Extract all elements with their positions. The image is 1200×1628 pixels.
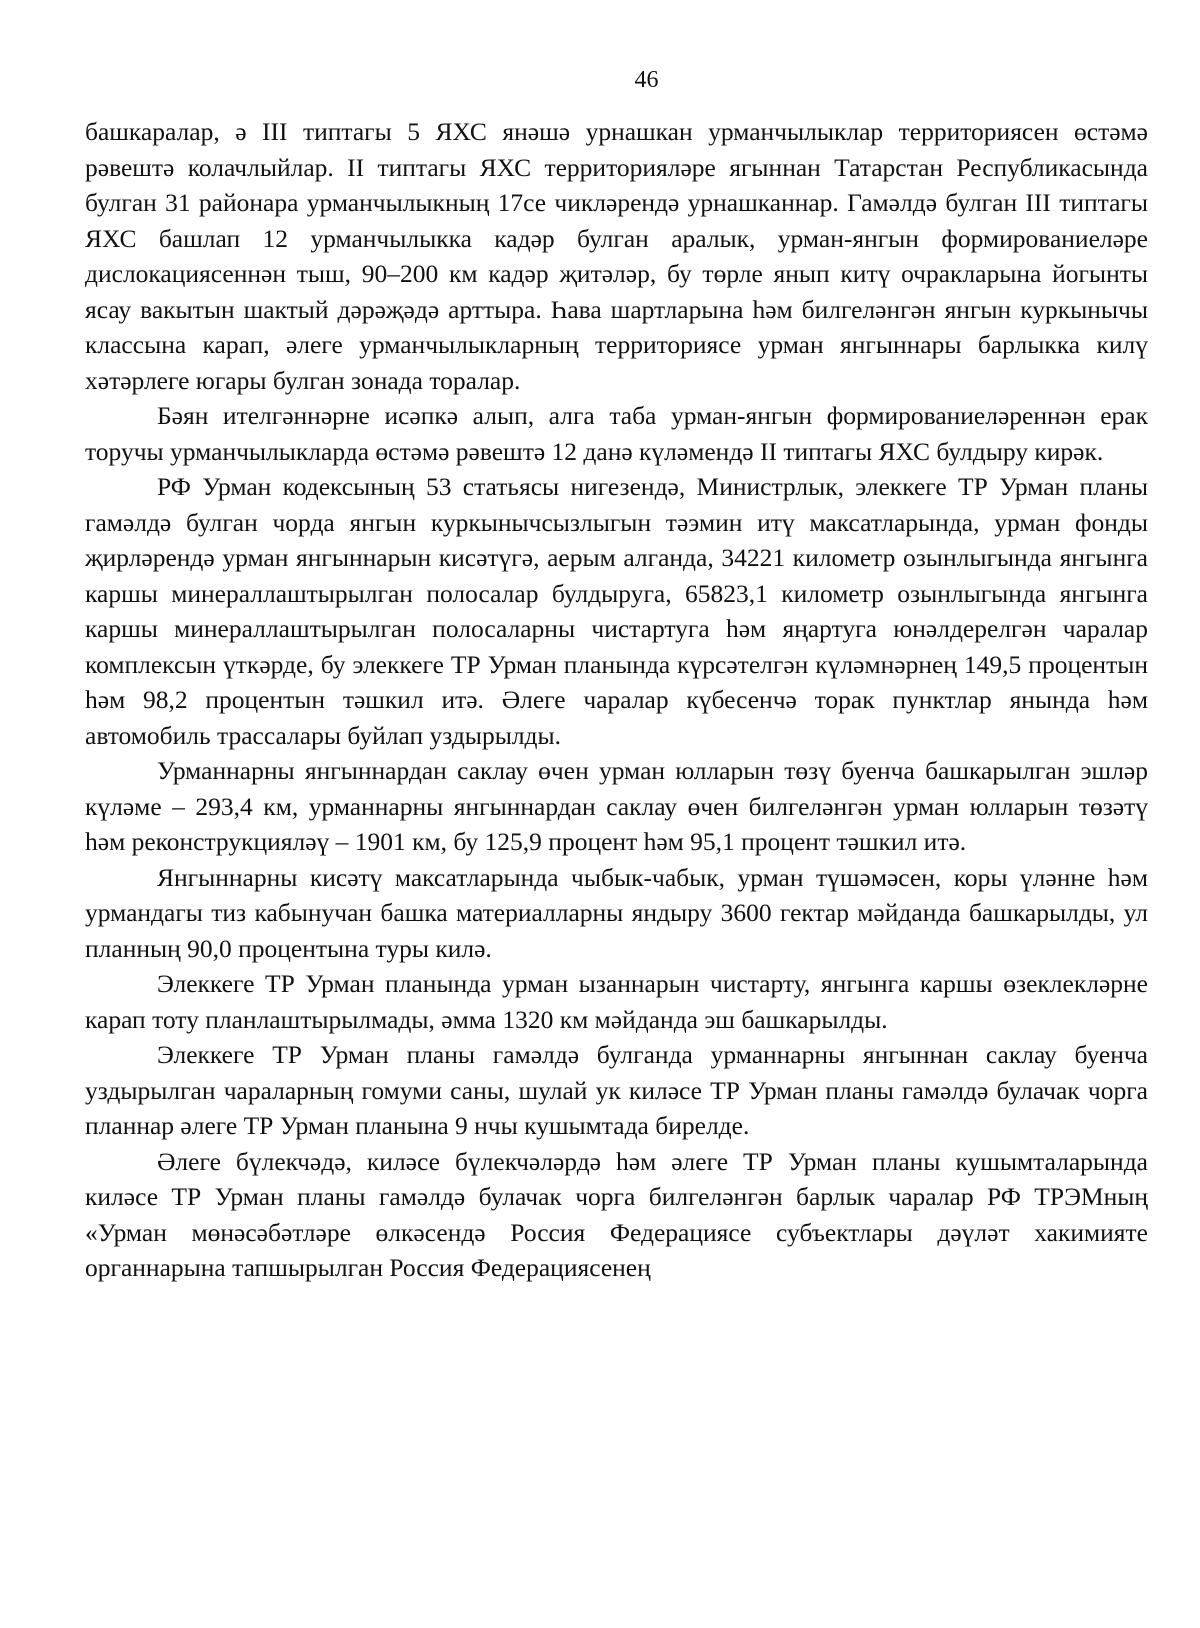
paragraph-5: Янгыннарны кисәтү максатларында чыбык-чабык, урман түшәмәсен, коры үләнне һәм урмандагы тиз кабынучан башка материалларны яндыру 3600 гектар мәйданда башкарылды, ул планның 90,0 процентына туры килә. (85, 862, 1148, 963)
page-number: 46 (634, 67, 659, 93)
document-body (85, 114, 1148, 1286)
paragraph-7: Элеккеге ТР Урман планы гамәлдә булганда урманнарны янгыннан саклау буенча уздырылган чараларның гомуми саны, шулай ук киләсе ТР Урман планы гамәлдә булачак чорга планнар әлеге ТР Урман планына 9 нчы кушымтада бирелде. (85, 1040, 1148, 1140)
paragraph-6: Элеккеге ТР Урман планында урман ызаннарын чистарту, янгынга каршы өзеклекләрне карап тоту планлаштырылмады, әмма 1320 км мәйданда эш башкарылды. (85, 969, 1148, 1034)
paragraph-4: Урманнарны янгыннардан саклау өчен урман юлларын төзү буенча башкарылган эшләр күләме – 293,4 км, урманнарны янгыннардан саклау өчен билгеләнгән урман юлларын төзәтү һәм реконструкцияләү – 1901 км, бу 125,9 процент һәм 95,1 процент тәшкил итә. (85, 756, 1148, 856)
paragraph-3: РФ Урман кодексының 53 статьясы нигезендә, Министрлык, элеккеге ТР Урман планы гамәлдә булган чорда янгын куркынычсызлыгын тәэмин итү максатларында, урман фонды җирләрендә урман янгыннарын кисәтүгә, аерым алганда, 34221 километр озынлыгында янгынга каршы минераллаштырылган полосалар булдыруга, 65823,1 километр озынлыгында янгынга каршы минераллаштырылган полосаларны чистартуга һәм яңартуга юнәлдерелгән чаралар комплексын үткәрде, бу элеккеге ТР Урман планында күрсәтелгән күләмнәрнең 149,5 процентын һәм 98,2 процентын тәшкил итә. Әлеге чаралар күбесенчә торак пунктлар янында һәм автомобиль трассалары буйлап уздырылды. (85, 472, 1148, 750)
paragraph-1: башкаралар, ә III типтагы 5 ЯХС янәшә урнашкан урманчылыклар территориясен өстәмә рәвештә колачлыйлар. II типтагы ЯХС территорияләре ягыннан Татарстан Республикасында булган 31 районара урманчылыкның 17се чикләрендә урнашканнар. Гамәлдә булган III типтагы ЯХС башлап 12 урманчылыкка кадәр булган аралык, урман-янгын формированиеләре дислокациясеннән тыш, 90–200 км кадәр җитәләр, бу төрле янып китү очракларына йогынты ясау вакытын шактый дәрәҗәдә арттыра. Һава шартларына һәм билгеләнгән янгын куркынычы классына карап, әлеге урманчылыкларның территориясе урман янгыннары барлыкка килү хәтәрлеге югары булган зонада торалар. (85, 117, 1148, 395)
paragraph-8: Әлеге бүлекчәдә, киләсе бүлекчәләрдә һәм әлеге ТР Урман планы кушымталарында киләсе ТР Урман планы гамәлдә булачак чорга билгеләнгән барлык чаралар РФ ТРЭМның «Урман мөнәсәбәтләре өлкәсендә Россия Федерациясе субъектлары дәүләт хакимияте органнарына тапшырылган Россия Федерациясенең (85, 1146, 1148, 1282)
paragraph-2: Бәян ителгәннәрне исәпкә алып, алга таба урман-янгын формированиеләреннән ерак торучы урманчылыкларда өстәмә рәвештә 12 данә күләмендә II типтагы ЯХС булдыру кирәк. (85, 401, 1148, 466)
